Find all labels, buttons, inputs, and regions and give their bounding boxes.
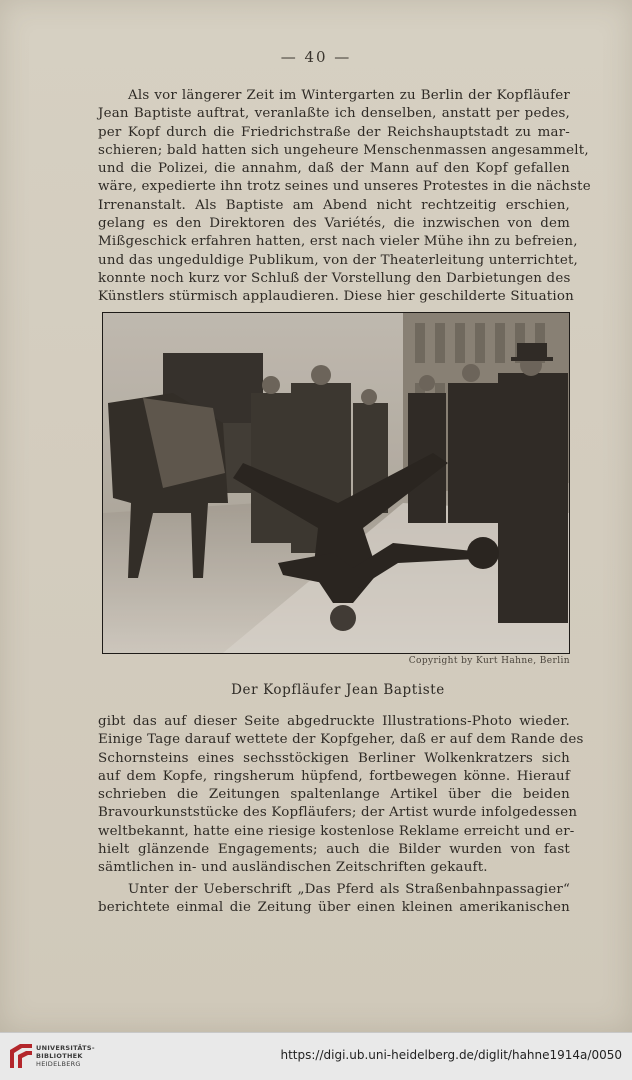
photo-caption: Der Kopfläufer Jean Baptiste — [231, 682, 445, 698]
text-line: Mißgeschick erfahren hatten, erst nach vieler Mühe ihn zu befreien, — [98, 234, 578, 250]
text-line: Einige Tage darauf wettete der Kopfgeher, daß er auf dem Rande des — [98, 732, 584, 748]
page-number: — 40 — — [280, 48, 352, 66]
text-line: hielt glänzende Engagements; auch die Bilder wurden von fast — [98, 842, 570, 858]
photo-copyright: Copyright by Kurt Hahne, Berlin — [408, 656, 570, 666]
text-line: sämtlichen in- und ausländischen Zeitschriften gekauft. — [98, 860, 488, 876]
text-line: gibt das auf dieser Seite abgedruckte Illustrations-Photo wieder. — [98, 714, 570, 729]
text-line: Als vor längerer Zeit im Wintergarten zu Berlin der Kopfläufer — [128, 88, 570, 103]
library-name-line: HEIDELBERG — [36, 1060, 81, 1068]
text-line: schieren; bald hatten sich ungeheure Menschenmassen angesammelt, — [98, 142, 589, 158]
paragraph-1 — [98, 87, 591, 307]
library-logo-text — [36, 1044, 95, 1068]
library-name-line: BIBLIOTHEK — [36, 1052, 83, 1060]
ub-heidelberg-logo-icon[interactable] — [8, 1042, 34, 1070]
photograph-illustration — [103, 313, 569, 653]
permalink-url[interactable]: https://digi.ub.uni-heidelberg.de/diglit/hahne1914a/0050 — [280, 1048, 622, 1062]
text-line: konnte noch kurz vor Schluß der Vorstellung den Darbietungen des — [98, 270, 571, 286]
text-line: Bravourkunststücke des Kopfläufers; der Artist wurde infolgedessen — [98, 805, 578, 821]
photograph-headwalker — [102, 312, 570, 654]
text-line: schrieben die Zeitungen spaltenlange Artikel über die beiden — [98, 787, 570, 803]
text-line: weltbekannt, hatte eine riesige kostenlose Reklame erreicht und er- — [98, 823, 575, 839]
text-line: gelang es den Direktoren des Variétés, die inzwischen von dem — [98, 216, 570, 232]
text-line: Irrenanstalt. Als Baptiste am Abend nicht rechtzeitig erschien, — [98, 197, 570, 213]
viewer-footer — [0, 1032, 632, 1080]
text-line: und die Polizei, die annahm, daß der Mann auf den Kopf gefallen — [98, 161, 570, 177]
text-line: auf dem Kopfe, ringsherum hüpfend, fortbewegen könne. Hierauf — [98, 768, 570, 784]
text-line: wäre, expedierte ihn trotz seines und unseres Protestes in die nächste — [98, 179, 591, 195]
text-line: und das ungeduldige Publikum, von der Theaterleitung unterrichtet, — [98, 252, 578, 268]
text-line: berichtete einmal die Zeitung über einen kleinen amerikanischen — [98, 900, 570, 916]
paragraph-3 — [98, 881, 570, 918]
text-line: Schornsteins eines sechsstöckigen Berliner Wolkenkratzers sich — [98, 750, 570, 766]
text-line: Künstlers stürmisch applaudieren. Diese hier geschilderte Situation — [98, 289, 574, 305]
text-line: per Kopf durch die Friedrichstraße der Reichshauptstadt zu mar- — [98, 124, 570, 140]
library-name-line: UNIVERSITÄTS- — [36, 1044, 95, 1052]
text-line: Jean Baptiste auftrat, veranlaßte ich denselben, anstatt per pedes, — [98, 106, 570, 122]
paragraph-2 — [98, 713, 584, 878]
text-line: Unter der Ueberschrift „Das Pferd als Straßenbahnpassagier“ — [128, 882, 570, 897]
